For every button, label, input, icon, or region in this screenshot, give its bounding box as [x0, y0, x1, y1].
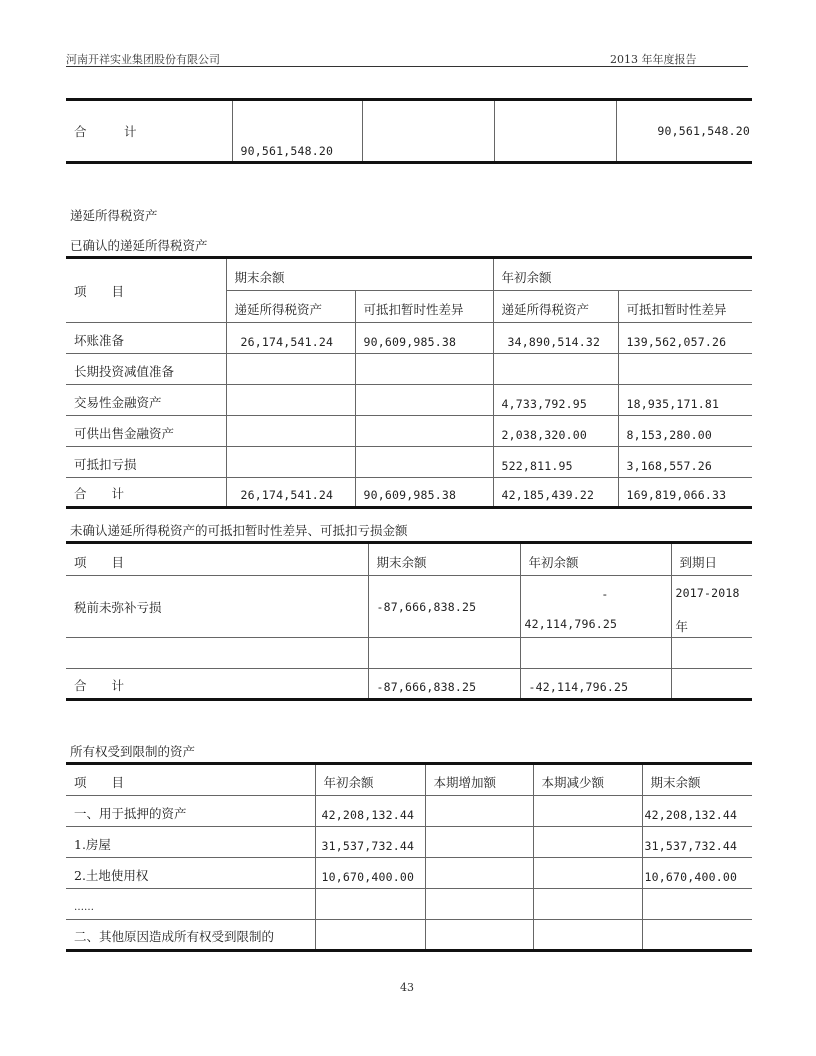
cell-value: 31,537,732.44	[642, 827, 752, 858]
empty-cell	[368, 638, 520, 669]
cell-value	[226, 385, 355, 416]
cell-value	[671, 669, 752, 700]
cell-value	[494, 100, 616, 163]
cell-value: 34,890,514.32	[493, 323, 618, 354]
empty-cell	[66, 638, 368, 669]
table-row	[66, 889, 752, 920]
cell-value: 10,670,400.00	[315, 858, 425, 889]
table-header-row	[66, 764, 752, 796]
cell-value: 42,185,439.22	[493, 478, 618, 508]
section-title-recognized: 已确认的递延所得税资产	[70, 238, 208, 253]
section-title-unrecognized: 未确认递延所得税资产的可抵扣暂时性差异、可抵扣亏损金额	[70, 523, 408, 538]
table-row	[66, 447, 752, 478]
cell-value: 42,208,132.44	[315, 796, 425, 827]
header-year-begin: 年初余额	[493, 258, 752, 291]
header-period-end: 期末余额	[226, 258, 493, 291]
cell-value: 90,561,548.20	[232, 100, 362, 163]
header-period-end: 期末余额	[642, 764, 752, 796]
header-decrease: 本期减少额	[533, 764, 642, 796]
cell-value	[355, 447, 493, 478]
table-row	[66, 858, 752, 889]
row-label: 税前未弥补亏损	[66, 576, 368, 638]
row-label: 可抵扣亏损	[66, 447, 226, 478]
cell-value: 42,208,132.44	[642, 796, 752, 827]
cell-value	[425, 889, 533, 920]
header-item: 项 目	[66, 764, 315, 796]
cell-value: 522,811.95	[493, 447, 618, 478]
cell-value: 18,935,171.81	[618, 385, 752, 416]
cell-value: 8,153,280.00	[618, 416, 752, 447]
cell-value: 4,733,792.95	[493, 385, 618, 416]
header-item: 项 目	[66, 543, 368, 576]
cell-value: -87,666,838.25	[368, 576, 520, 638]
cell-value	[425, 858, 533, 889]
cell-value	[493, 354, 618, 385]
header-due-date: 到期日	[671, 543, 752, 576]
header-report-title: 2013 年年度报告	[610, 53, 697, 66]
cell-value: 90,561,548.20	[616, 100, 752, 163]
cell-value: 90,609,985.38	[355, 478, 493, 508]
header-rule	[66, 66, 748, 67]
cell-value	[425, 920, 533, 951]
cell-value: 2,038,320.00	[493, 416, 618, 447]
cell-value	[355, 416, 493, 447]
row-label: 合 计	[66, 478, 226, 508]
row-label: 2.土地使用权	[66, 858, 315, 889]
row-label: 交易性金融资产	[66, 385, 226, 416]
cell-value: 169,819,066.33	[618, 478, 752, 508]
cell-value	[533, 827, 642, 858]
table-row	[66, 323, 752, 354]
cell-value: -87,666,838.25	[368, 669, 520, 700]
header-year-begin: 年初余额	[315, 764, 425, 796]
cell-value	[355, 385, 493, 416]
row-label: 坏账准备	[66, 323, 226, 354]
cell-value: 26,174,541.24	[226, 478, 355, 508]
cell-value-year-begin	[520, 576, 671, 638]
cell-value	[533, 858, 642, 889]
table-unrecognized	[66, 541, 752, 701]
row-label: 长期投资减值准备	[66, 354, 226, 385]
table-row	[66, 385, 752, 416]
table-row	[66, 827, 752, 858]
cell-value	[425, 796, 533, 827]
table-restricted-assets	[66, 762, 752, 952]
table-row-total	[66, 669, 752, 700]
subheader: 可抵扣暂时性差异	[355, 291, 493, 323]
empty-cell	[520, 638, 671, 669]
cell-value	[226, 354, 355, 385]
cell-value	[355, 354, 493, 385]
cell-value: 3,168,557.26	[618, 447, 752, 478]
table-header-row	[66, 543, 752, 576]
cell-value	[533, 920, 642, 951]
table-row	[66, 100, 752, 163]
section-title-deferred-tax: 递延所得税资产	[70, 208, 158, 223]
page-number: 43	[400, 981, 414, 994]
table-row	[66, 416, 752, 447]
cell-value	[533, 796, 642, 827]
cell-value	[642, 920, 752, 951]
empty-cell	[671, 638, 752, 669]
table-header-row	[66, 258, 752, 291]
cell-value: -42,114,796.25	[520, 669, 671, 700]
table-row	[66, 920, 752, 951]
cell-value	[618, 354, 752, 385]
header-company: 河南开祥实业集团股份有限公司	[66, 53, 220, 66]
row-label: 一、用于抵押的资产	[66, 796, 315, 827]
row-label: 二、其他原因造成所有权受到限制的	[66, 920, 315, 951]
cell-value	[425, 827, 533, 858]
table-row	[66, 576, 752, 638]
header-period-end: 期末余额	[368, 543, 520, 576]
cell-value	[226, 416, 355, 447]
table-row	[66, 354, 752, 385]
table-row-total	[66, 478, 752, 508]
cell-value	[533, 889, 642, 920]
table-recognized-deferred-tax	[66, 256, 752, 509]
cell-value: 139,562,057.26	[618, 323, 752, 354]
row-label: 1.房屋	[66, 827, 315, 858]
table-row-empty	[66, 638, 752, 669]
cell-value: 31,537,732.44	[315, 827, 425, 858]
cell-value	[362, 100, 494, 163]
due-line-1: 2017-2018	[675, 586, 740, 600]
cell-number: 42,114,796.25	[524, 617, 618, 631]
subheader: 递延所得税资产	[493, 291, 618, 323]
header-year-begin: 年初余额	[520, 543, 671, 576]
header-item: 项 目	[66, 258, 226, 323]
table-row	[66, 796, 752, 827]
table-carryover-total	[66, 98, 752, 164]
cell-value: 90,609,985.38	[355, 323, 493, 354]
row-label: ……	[66, 889, 315, 920]
row-label: 合 计	[66, 669, 368, 700]
total-label: 合 计	[66, 100, 232, 163]
row-label: 可供出售金融资产	[66, 416, 226, 447]
cell-value: 10,670,400.00	[642, 858, 752, 889]
cell-value	[315, 889, 425, 920]
subheader: 可抵扣暂时性差异	[618, 291, 752, 323]
cell-due-date	[671, 576, 752, 638]
cell-dash: -	[601, 587, 609, 601]
cell-value	[315, 920, 425, 951]
header-increase: 本期增加额	[425, 764, 533, 796]
subheader: 递延所得税资产	[226, 291, 355, 323]
section-title-restricted: 所有权受到限制的资产	[70, 744, 196, 759]
due-line-2: 年	[675, 619, 689, 634]
cell-value	[642, 889, 752, 920]
cell-value: 26,174,541.24	[226, 323, 355, 354]
cell-value	[226, 447, 355, 478]
